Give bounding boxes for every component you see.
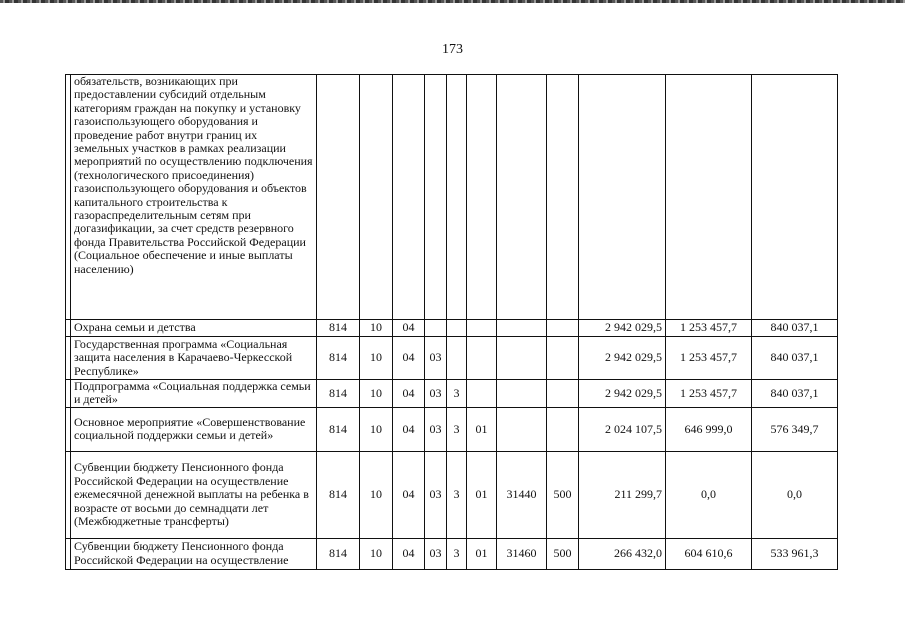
cell-main-activity: 01 [467,407,497,451]
cell-subprogram: 3 [447,451,467,538]
cell-program [425,320,447,337]
page-number: 173 [442,42,463,57]
cell-amount-year-2: 1 253 457,7 [666,320,752,337]
table-row [66,75,838,320]
cell-subsection [393,75,425,320]
row-description: Охрана семьи и детства [71,320,317,337]
row-description: Субвенции бюджету Пенсионного фонда Российской Федерации на осуществление ежемесячной денежной выплаты на ребенка в возрасте от восьми до семнадцати лет (Межбюджетные трансферты) [71,451,317,538]
cell-amount-year-1: 2 942 029,5 [579,337,666,380]
cell-section: 10 [360,320,393,337]
cell-main-activity [467,320,497,337]
cell-amount-year-3: 0,0 [752,451,838,538]
cell-main-activity: 01 [467,451,497,538]
cell-grbs [317,75,360,320]
cell-grbs: 814 [317,320,360,337]
cell-subprogram [447,320,467,337]
cell-grbs: 814 [317,407,360,451]
cell-grbs: 814 [317,337,360,380]
cell-direction-code [497,75,547,320]
scan-top-edge [0,0,905,3]
cell-main-activity: 01 [467,538,497,569]
cell-expense-type [547,337,579,380]
cell-amount-year-1 [579,75,666,320]
table-body [66,75,838,570]
cell-direction-code: 31460 [497,538,547,569]
cell-subprogram: 3 [447,380,467,408]
cell-subsection: 04 [393,538,425,569]
cell-amount-year-3: 840 037,1 [752,320,838,337]
cell-expense-type [547,320,579,337]
cell-grbs: 814 [317,451,360,538]
cell-main-activity [467,337,497,380]
cell-grbs: 814 [317,538,360,569]
table-row [66,320,838,337]
row-description: Основное мероприятие «Совершенствование социальной поддержки семьи и детей» [71,407,317,451]
cell-section: 10 [360,451,393,538]
row-description: Подпрограмма «Социальная поддержка семьи и детей» [71,380,317,408]
cell-subsection: 04 [393,407,425,451]
cell-subprogram [447,75,467,320]
cell-subsection: 04 [393,320,425,337]
table-row [66,451,838,538]
budget-table [65,74,838,570]
cell-amount-year-3: 576 349,7 [752,407,838,451]
cell-section: 10 [360,538,393,569]
cell-amount-year-3 [752,75,838,320]
cell-subprogram [447,337,467,380]
cell-amount-year-1: 2 942 029,5 [579,380,666,408]
cell-main-activity [467,75,497,320]
cell-amount-year-1: 211 299,7 [579,451,666,538]
table-row [66,337,838,380]
cell-expense-type [547,407,579,451]
table-row [66,407,838,451]
cell-grbs: 814 [317,380,360,408]
cell-section: 10 [360,380,393,408]
cell-direction-code [497,380,547,408]
cell-amount-year-2: 646 999,0 [666,407,752,451]
cell-expense-type [547,380,579,408]
cell-section: 10 [360,407,393,451]
cell-direction-code [497,407,547,451]
row-description: обязательств, возникающих при предоставлении субсидий отдельным категориям граждан на покупку и установку газоиспользующего оборудования и проведение работ внутри границ их земельных участков в рамках реализации мероприятий по осуществлению подключения (технологического присоединения) газоиспользующего оборудования и объектов капитального строительства к газораспределительным сетям при догазификации, за счет средств резервного фонда Правительства Российской Федерации (Социальное обеспечение и иные выплаты населению) [71,75,317,320]
cell-amount-year-3: 840 037,1 [752,337,838,380]
cell-expense-type [547,75,579,320]
cell-program: 03 [425,451,447,538]
row-description: Субвенции бюджету Пенсионного фонда Российской Федерации на осуществление [71,538,317,569]
cell-direction-code [497,337,547,380]
cell-amount-year-1: 2 942 029,5 [579,320,666,337]
cell-amount-year-2: 1 253 457,7 [666,337,752,380]
row-description: Государственная программа «Социальная защита населения в Карачаево-Черкесской Республике» [71,337,317,380]
cell-expense-type: 500 [547,538,579,569]
cell-subprogram: 3 [447,407,467,451]
cell-expense-type: 500 [547,451,579,538]
table-row [66,538,838,569]
cell-subsection: 04 [393,337,425,380]
cell-subsection: 04 [393,380,425,408]
cell-program: 03 [425,337,447,380]
cell-direction-code [497,320,547,337]
cell-section [360,75,393,320]
cell-amount-year-3: 533 961,3 [752,538,838,569]
cell-amount-year-2: 1 253 457,7 [666,380,752,408]
cell-program: 03 [425,407,447,451]
cell-section: 10 [360,337,393,380]
cell-main-activity [467,380,497,408]
cell-amount-year-1: 2 024 107,5 [579,407,666,451]
cell-amount-year-2: 0,0 [666,451,752,538]
table-row [66,380,838,408]
cell-direction-code: 31440 [497,451,547,538]
cell-amount-year-1: 266 432,0 [579,538,666,569]
cell-subprogram: 3 [447,538,467,569]
cell-program [425,75,447,320]
cell-amount-year-2: 604 610,6 [666,538,752,569]
cell-program: 03 [425,380,447,408]
cell-amount-year-2 [666,75,752,320]
cell-subsection: 04 [393,451,425,538]
cell-amount-year-3: 840 037,1 [752,380,838,408]
cell-program: 03 [425,538,447,569]
